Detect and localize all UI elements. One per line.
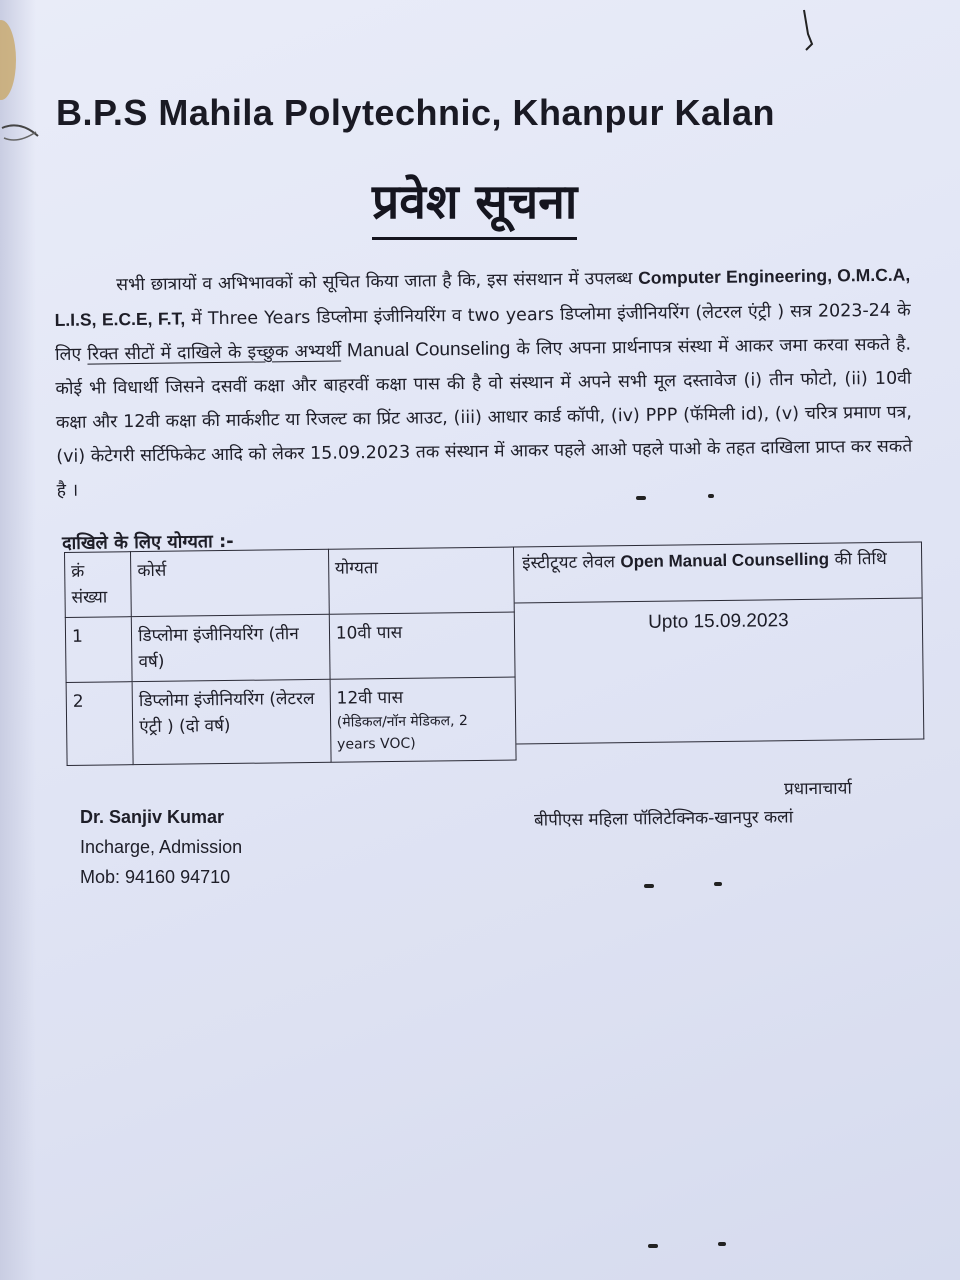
header-date-suffix: की तिथि bbox=[829, 548, 887, 570]
eligibility-table bbox=[64, 542, 925, 766]
smudge-mark bbox=[636, 496, 646, 500]
principal-org: बीपीएस महिला पॉलिटेक्निक-खानपुर कलां bbox=[533, 807, 794, 831]
notice-paragraph bbox=[54, 258, 913, 508]
admission-incharge-block bbox=[80, 802, 242, 892]
row-sno: 1 bbox=[65, 617, 132, 683]
header-date-bold: Open Manual Counselling bbox=[620, 549, 830, 572]
row-qualification-cell bbox=[330, 677, 516, 762]
table-row bbox=[66, 677, 516, 765]
header-date bbox=[514, 543, 922, 604]
row-course: डिप्लोमा इंजीनियरिंग (लेटरल एंट्री ) (दो वर्ष) bbox=[132, 679, 331, 764]
row-course: डिप्लोमा इंजीनियरिंग (तीन वर्ष) bbox=[131, 614, 329, 681]
manual-counseling-text: Manual Counseling bbox=[340, 338, 511, 362]
row-qualification-note: (मेडिकल/नॉन मेडिकल, 2 years VOC) bbox=[336, 713, 469, 753]
row-qualification: 12वी पास bbox=[336, 687, 404, 709]
incharge-name: Dr. Sanjiv Kumar bbox=[80, 807, 225, 827]
table-header-row bbox=[65, 547, 515, 617]
vacant-seats-text: रिक्त सीटों में दाखिले के इच्छुक अभ्यर्थी bbox=[87, 341, 342, 365]
counselling-date: Upto 15.09.2023 bbox=[648, 610, 789, 633]
row-qualification: 10वी पास bbox=[329, 612, 515, 679]
notice-heading: प्रवेश सूचना bbox=[372, 168, 577, 240]
row-sno: 2 bbox=[66, 682, 133, 766]
table-row bbox=[65, 612, 515, 682]
courses-list: Computer Engineering, O.M.C.A, L.I.S, E.C.E, F.T, bbox=[54, 264, 911, 330]
smudge-mark bbox=[714, 882, 722, 886]
para-part-1: सभी छात्रायों व अभिभावकों को सूचित किया जाता है कि, इस संसथान में उपलब्ध bbox=[116, 268, 639, 296]
smudge-mark bbox=[644, 884, 654, 888]
header-course: कोर्स bbox=[131, 549, 329, 616]
header-sno: क्रं संख्या bbox=[65, 552, 132, 618]
para-part-2: में Three Years डिप्लोमा इंजीनियरिंग व two years डिप्लोमा इंजीनियरिंग (लेटरल एंट्री ) सत्र 2023-24 के लिए bbox=[54, 300, 911, 365]
institute-title: B.P.S Mahila Polytechnic, Khanpur Kalan bbox=[56, 92, 776, 133]
smudge-mark bbox=[708, 494, 714, 498]
header-qualification: योग्यता bbox=[328, 547, 514, 614]
incharge-role: Incharge, Admission bbox=[80, 837, 243, 857]
smudge-mark bbox=[648, 1244, 658, 1248]
binder-clip bbox=[0, 20, 16, 100]
eligibility-heading: दाखिले के लिए योग्यता :- bbox=[61, 530, 234, 555]
pen-mark-icon bbox=[800, 8, 816, 52]
staple-icon bbox=[0, 118, 42, 148]
counselling-date-column bbox=[514, 542, 924, 745]
smudge-mark bbox=[718, 1242, 726, 1246]
incharge-mobile: Mob: 94160 94710 bbox=[80, 867, 231, 887]
header-date-prefix: इंस्टीटूयट लेवल bbox=[522, 552, 621, 574]
para-part-3: के लिए अपना प्रार्थनापत्र संस्था में आकर जमा करवा सकते है. कोई भी विधार्थी जिसने दसवीं कक्षा और बाहरवीं कक्षा पास की है वो संस्थान में अपने सभी मूल दस्तावेज (i) तीन फोटो, (ii) 10वी कक्षा और 12वी कक्षा की मार्कशीट या रिजल्ट का प्रिंट आउट, (iii) आधार कार्ड कॉपी, (iv) PPP (फॅमिली id), (v) चरित्र प्रमाण पत्र, (vi) केटेगरी सर्टिफिकेट आदि को लेकर 15.09.2023 तक संस्थान में आकर पहले आओ पहले पाओ के तहत दाखिला प्राप्त कर सकते है । bbox=[55, 334, 913, 501]
principal-title: प्रधानाचार्या bbox=[783, 778, 852, 800]
